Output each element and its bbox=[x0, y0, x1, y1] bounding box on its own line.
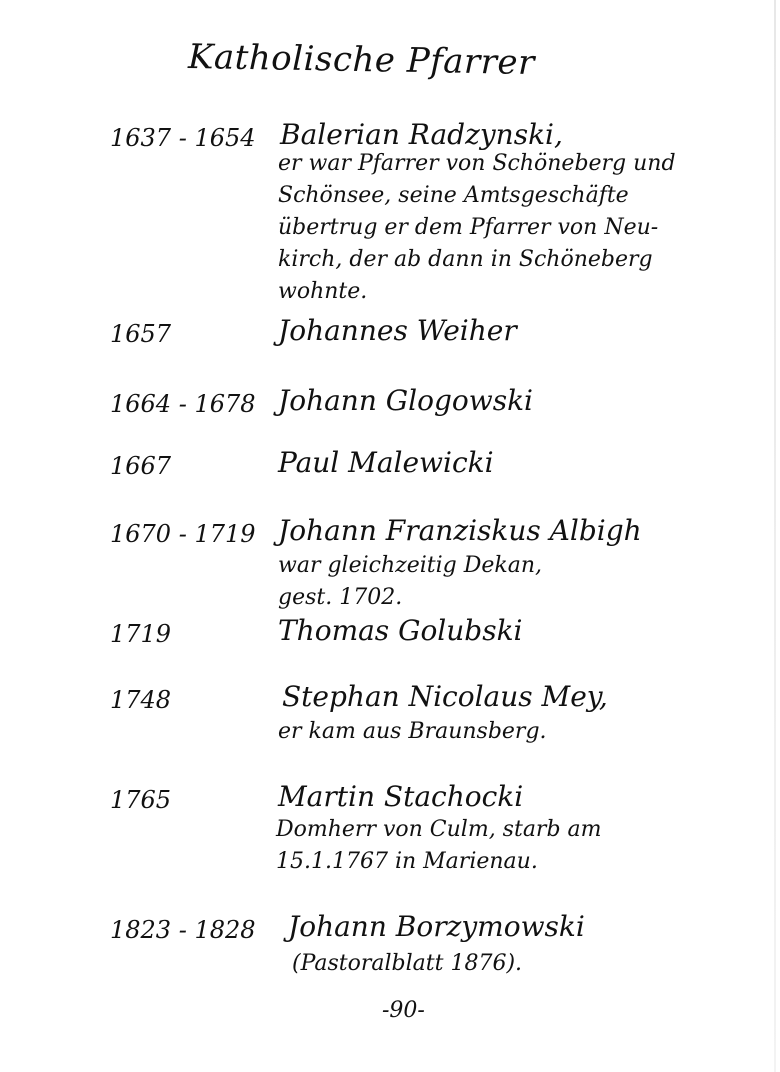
note-line: er kam aus Braunsberg. bbox=[278, 719, 547, 744]
page-number: -90- bbox=[382, 998, 425, 1023]
note-line: wohnte. bbox=[278, 279, 368, 304]
note-line: Schönsee, seine Amtsgeschäfte bbox=[278, 183, 629, 208]
entry-years: 1823 - 1828 bbox=[110, 916, 256, 944]
entry-name: Thomas Golubski bbox=[278, 614, 523, 647]
note-line: (Pastoralblatt 1876). bbox=[292, 951, 523, 976]
entry-name: Johann Glogowski bbox=[278, 384, 533, 417]
entry-note bbox=[278, 148, 748, 308]
entry-years: 1664 - 1678 bbox=[110, 390, 256, 418]
entry-years: 1765 bbox=[110, 786, 172, 814]
entry-name: Johannes Weiher bbox=[278, 314, 517, 347]
entry-name: Johann Borzymowski bbox=[288, 910, 585, 943]
note-line: gest. 1702. bbox=[278, 585, 403, 610]
entry-name: Martin Stachocki bbox=[278, 780, 524, 813]
entry-note bbox=[278, 550, 748, 614]
entry-note bbox=[278, 716, 748, 748]
note-line: war gleichzeitig Dekan, bbox=[278, 553, 542, 578]
entry-note bbox=[292, 948, 762, 980]
entry-years: 1719 bbox=[110, 620, 172, 648]
entry-years: 1670 - 1719 bbox=[110, 520, 256, 548]
page-title: Katholische Pfarrer bbox=[187, 36, 536, 84]
entry-years: 1667 bbox=[110, 452, 172, 480]
entry-years: 1657 bbox=[110, 320, 172, 348]
note-line: übertrug er dem Pfarrer von Neu- bbox=[278, 215, 659, 240]
note-line: er war Pfarrer von Schöneberg und bbox=[278, 151, 676, 176]
entry-name: Paul Malewicki bbox=[278, 446, 494, 479]
entry-name: Stephan Nicolaus Mey, bbox=[282, 680, 608, 713]
note-line: 15.1.1767 in Marienau. bbox=[276, 849, 538, 874]
entry-name: Johann Franziskus Albigh bbox=[278, 514, 642, 547]
entry-note bbox=[276, 814, 746, 878]
note-line: Domherr von Culm, starb am bbox=[276, 817, 602, 842]
note-line: kirch, der ab dann in Schöneberg bbox=[278, 247, 653, 272]
page-edge-shadow bbox=[774, 0, 776, 1072]
entry-name: Balerian Radzynski, bbox=[280, 118, 563, 151]
entry-years: 1748 bbox=[110, 686, 172, 714]
entry-years: 1637 - 1654 bbox=[110, 124, 256, 152]
